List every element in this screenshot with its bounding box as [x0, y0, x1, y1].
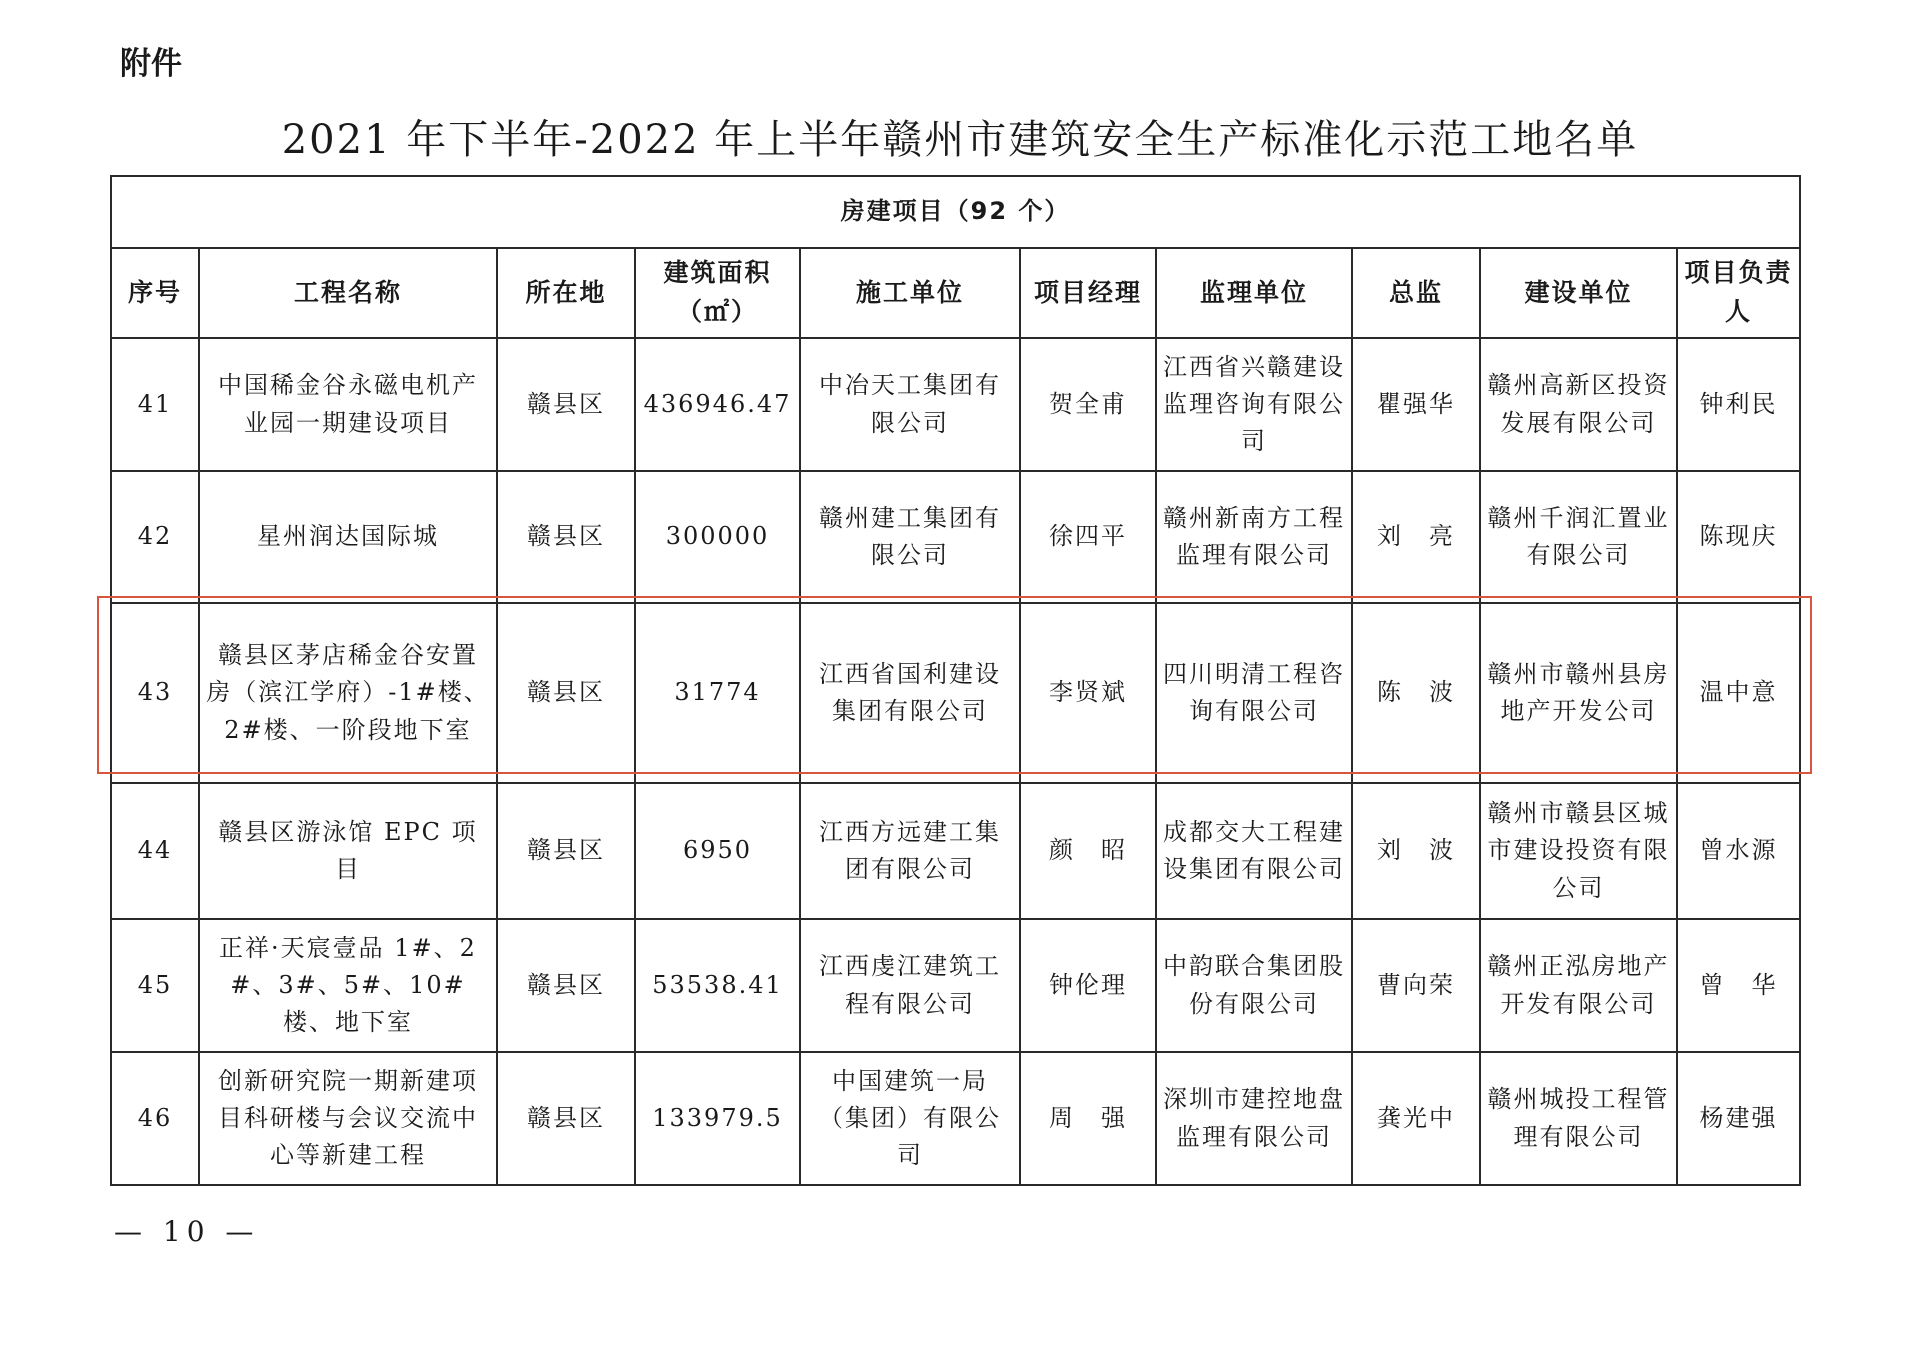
cell-location: 赣县区	[497, 919, 635, 1052]
column-header: 所在地	[497, 248, 635, 338]
page-number: — 10 —	[114, 1215, 260, 1248]
cell-index: 45	[111, 919, 199, 1052]
cell-area: 53538.41	[635, 919, 800, 1052]
cell-contractor: 江西省国利建设集团有限公司	[800, 603, 1020, 783]
cell-project-name: 赣县区游泳馆 EPC 项目	[199, 783, 497, 919]
column-header: 建筑面积（㎡）	[635, 248, 800, 338]
cell-project-lead: 曾水源	[1677, 783, 1800, 919]
cell-chief-supervisor: 曹向荣	[1352, 919, 1480, 1052]
cell-area: 133979.5	[635, 1052, 800, 1185]
table-row-highlighted	[111, 603, 1800, 783]
attachment-label: 附件	[120, 46, 182, 82]
column-header: 施工单位	[800, 248, 1020, 338]
cell-project-lead: 杨建强	[1677, 1052, 1800, 1185]
cell-index: 46	[111, 1052, 199, 1185]
cell-area: 31774	[635, 603, 800, 783]
cell-index: 41	[111, 338, 199, 471]
cell-project-lead: 温中意	[1677, 603, 1800, 783]
cell-supervisor-unit: 赣州新南方工程监理有限公司	[1156, 471, 1352, 603]
cell-developer: 赣州市赣州县房地产开发公司	[1480, 603, 1677, 783]
cell-project-manager: 贺全甫	[1020, 338, 1156, 471]
cell-supervisor-unit: 深圳市建控地盘监理有限公司	[1156, 1052, 1352, 1185]
cell-index: 44	[111, 783, 199, 919]
cell-project-manager: 颜 昭	[1020, 783, 1156, 919]
cell-area: 6950	[635, 783, 800, 919]
cell-location: 赣县区	[497, 471, 635, 603]
cell-chief-supervisor: 刘 亮	[1352, 471, 1480, 603]
cell-project-name: 中国稀金谷永磁电机产业园一期建设项目	[199, 338, 497, 471]
cell-project-name: 星州润达国际城	[199, 471, 497, 603]
cell-contractor: 江西方远建工集团有限公司	[800, 783, 1020, 919]
cell-location: 赣县区	[497, 603, 635, 783]
column-header: 建设单位	[1480, 248, 1677, 338]
table-row	[111, 471, 1800, 603]
cell-chief-supervisor: 陈 波	[1352, 603, 1480, 783]
cell-area: 436946.47	[635, 338, 800, 471]
cell-chief-supervisor: 瞿强华	[1352, 338, 1480, 471]
cell-supervisor-unit: 中韵联合集团股份有限公司	[1156, 919, 1352, 1052]
cell-index: 42	[111, 471, 199, 603]
cell-project-name: 正祥·天宸壹品 1#、2#、3#、5#、10#楼、地下室	[199, 919, 497, 1052]
cell-contractor: 中冶天工集团有限公司	[800, 338, 1020, 471]
column-header: 项目经理	[1020, 248, 1156, 338]
table-row	[111, 783, 1800, 919]
cell-contractor: 中国建筑一局（集团）有限公司	[800, 1052, 1020, 1185]
cell-project-name: 赣县区茅店稀金谷安置房（滨江学府）-1#楼、2#楼、一阶段地下室	[199, 603, 497, 783]
column-header: 工程名称	[199, 248, 497, 338]
table-row	[111, 1052, 1800, 1185]
cell-developer: 赣州千润汇置业有限公司	[1480, 471, 1677, 603]
document-title: 2021 年下半年-2022 年上半年赣州市建筑安全生产标准化示范工地名单	[281, 117, 1639, 163]
cell-supervisor-unit: 成都交大工程建设集团有限公司	[1156, 783, 1352, 919]
cell-project-manager: 钟伦理	[1020, 919, 1156, 1052]
cell-project-name: 创新研究院一期新建项目科研楼与会议交流中心等新建工程	[199, 1052, 497, 1185]
cell-location: 赣县区	[497, 783, 635, 919]
cell-project-lead: 曾 华	[1677, 919, 1800, 1052]
column-header: 总监	[1352, 248, 1480, 338]
table-row	[111, 338, 1800, 471]
cell-project-lead: 陈现庆	[1677, 471, 1800, 603]
cell-developer: 赣州城投工程管理有限公司	[1480, 1052, 1677, 1185]
cell-location: 赣县区	[497, 1052, 635, 1185]
table-row	[111, 919, 1800, 1052]
cell-supervisor-unit: 江西省兴赣建设监理咨询有限公司	[1156, 338, 1352, 471]
cell-project-manager: 徐四平	[1020, 471, 1156, 603]
cell-chief-supervisor: 刘 波	[1352, 783, 1480, 919]
cell-chief-supervisor: 龚光中	[1352, 1052, 1480, 1185]
column-header: 序号	[111, 248, 199, 338]
cell-area: 300000	[635, 471, 800, 603]
cell-project-manager: 周 强	[1020, 1052, 1156, 1185]
cell-developer: 赣州正泓房地产开发有限公司	[1480, 919, 1677, 1052]
cell-location: 赣县区	[497, 338, 635, 471]
cell-project-lead: 钟利民	[1677, 338, 1800, 471]
project-table	[110, 175, 1801, 1186]
cell-index: 43	[111, 603, 199, 783]
column-header: 监理单位	[1156, 248, 1352, 338]
cell-project-manager: 李贤斌	[1020, 603, 1156, 783]
category-band: 房建项目（92 个）	[111, 176, 1800, 248]
cell-developer: 赣州高新区投资发展有限公司	[1480, 338, 1677, 471]
column-header: 项目负责人	[1677, 248, 1800, 338]
cell-supervisor-unit: 四川明清工程咨询有限公司	[1156, 603, 1352, 783]
cell-contractor: 江西虔江建筑工程有限公司	[800, 919, 1020, 1052]
cell-developer: 赣州市赣县区城市建设投资有限公司	[1480, 783, 1677, 919]
cell-contractor: 赣州建工集团有限公司	[800, 471, 1020, 603]
